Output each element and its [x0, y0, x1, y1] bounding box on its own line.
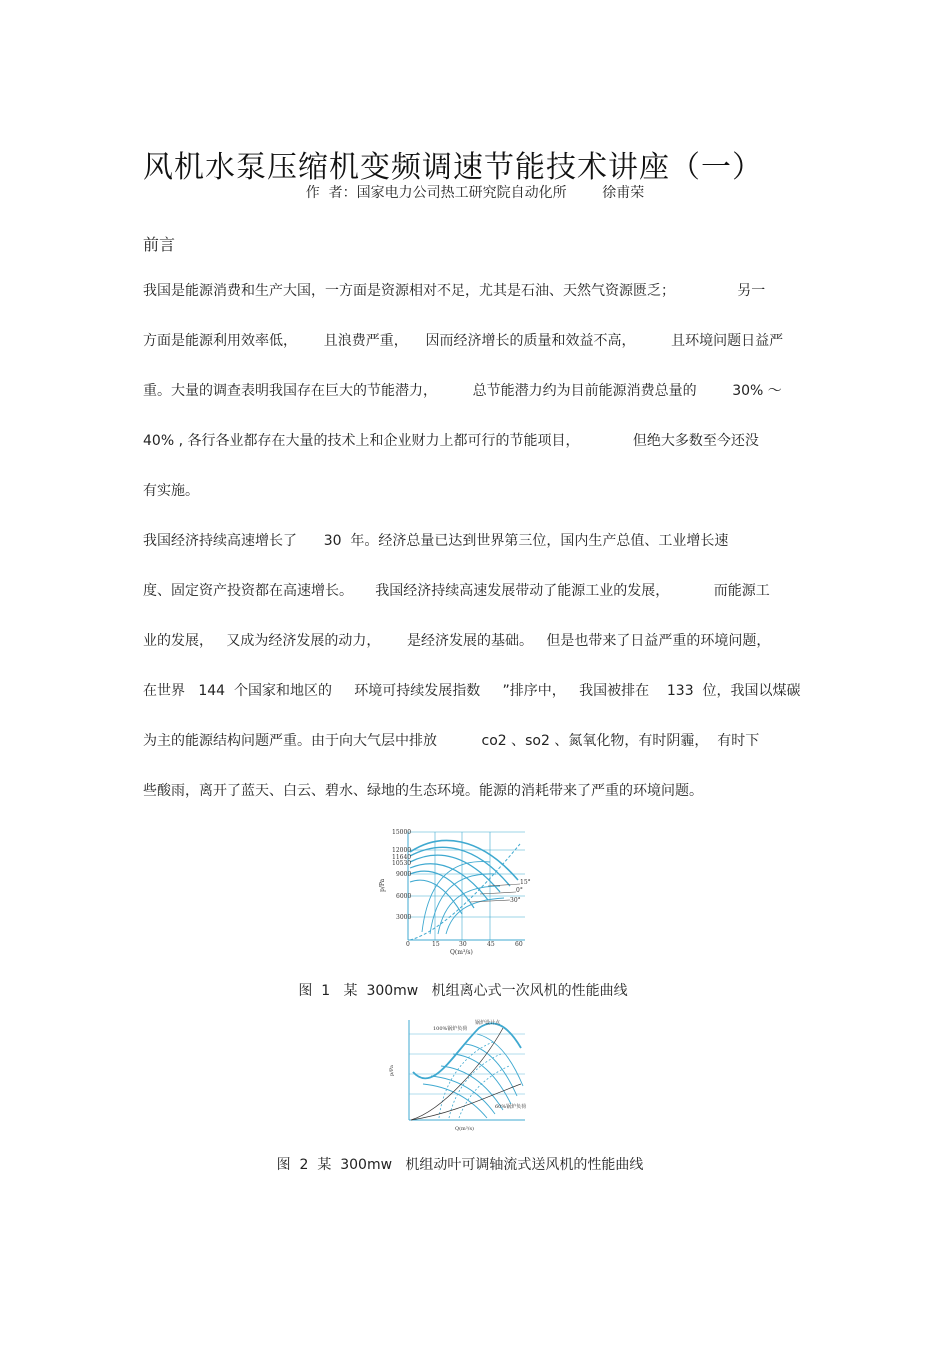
figure-2-x-label: Q(m³/s) — [455, 1126, 474, 1132]
figure-2-caption: 图 2 某 300mw 机组动叶可调轴流式送风机的性能曲线 — [276, 1157, 644, 1173]
paragraph-line: 有实施。 — [143, 483, 199, 499]
figure-1-y-label: p/Pa — [379, 878, 386, 892]
figure-1-x-tick: 0 — [406, 941, 410, 948]
document-title: 风机水泵压缩机变频调速节能技术讲座（一） — [143, 150, 763, 186]
figure-1-x-label: Q(m³/s) — [450, 949, 473, 956]
figure-1-fan-curves — [370, 822, 536, 956]
figure-1-chart — [370, 822, 536, 956]
paragraph-line: 为主的能源结构问题严重。由于向大气层中排放 co2 、so2 、氮氧化物，有时阴霾， 有时下 — [143, 733, 760, 749]
figure-1-angle-label: 30° — [510, 897, 521, 904]
figure-1-caption: 图 1 某 300mw 机组离心式一次风机的性能曲线 — [298, 983, 628, 999]
paragraph-2 — [143, 531, 807, 831]
figure-2-annotation: 锅炉设计点 — [475, 1020, 501, 1026]
paragraph-line: 些酸雨，离开了蓝天、白云、碧水、绿地的生态环境。能源的消耗带来了严重的环境问题。 — [143, 783, 703, 799]
figure-1-y-tick: 3000 — [396, 914, 412, 921]
paragraph-1 — [143, 281, 807, 531]
figure-1-y-tick: 9000 — [396, 871, 412, 878]
paragraph-line: 40% , 各行各业都存在大量的技术上和企业财力上都可行的节能项目， 但绝大多数至今还没 — [143, 433, 759, 449]
figure-1-x-tick: 30 — [459, 941, 467, 948]
author-line: 作 者：国家电力公司热工研究院自动化所 徐甫荣 — [305, 185, 645, 201]
paragraph-line: 度、固定资产投资都在高速增长。 我国经济持续高速发展带动了能源工业的发展， 而能源工 — [143, 583, 770, 599]
paragraph-line: 在世界 144 个国家和地区的 环境可持续发展指数 ”排序中， 我国被排在 133 位，我国以煤碳 — [143, 683, 801, 699]
figure-1-y-tick: 11640 — [392, 854, 412, 861]
figure-1-angle-label: 15° — [520, 879, 531, 886]
figure-1-x-tick: 15 — [432, 941, 440, 948]
figure-1-x-tick: 45 — [487, 941, 495, 948]
figure-2-fan-curves — [383, 1014, 529, 1136]
figure-1-y-tick: 15000 — [392, 829, 412, 836]
section-heading: 前言 — [143, 235, 176, 254]
figure-1-y-tick: 10530 — [392, 860, 412, 867]
figure-2-y-label: p/Pa — [389, 1064, 395, 1076]
paragraph-line: 我国是能源消费和生产大国，一方面是资源相对不足，尤其是石油、天然气资源匮乏； 另一 — [143, 283, 766, 299]
figure-2-annotation: 100%锅炉负荷 — [433, 1026, 468, 1032]
figure-1-angle-label: 0° — [516, 887, 523, 894]
paragraph-line: 我国经济持续高速增长了 30 年。经济总量已达到世界第三位，国内生产总值、工业增长速 — [143, 533, 729, 549]
figure-2-annotation: 60%锅炉负荷 — [495, 1104, 527, 1110]
figure-2-chart — [383, 1014, 529, 1136]
paragraph-line: 重。大量的调查表明我国存在巨大的节能潜力， 总节能潜力约为目前能源消费总量的 30% ～ — [143, 383, 782, 399]
figure-1-y-tick: 12000 — [392, 847, 412, 854]
paragraph-line: 方面是能源利用效率低， 且浪费严重， 因而经济增长的质量和效益不高， 且环境问题日益严 — [143, 333, 784, 349]
figure-1-x-tick: 60 — [515, 941, 523, 948]
figure-1-y-tick: 6000 — [396, 893, 412, 900]
paragraph-line: 业的发展， 又成为经济发展的动力， 是经济发展的基础。 但是也带来了日益严重的环境问题， — [143, 633, 771, 649]
